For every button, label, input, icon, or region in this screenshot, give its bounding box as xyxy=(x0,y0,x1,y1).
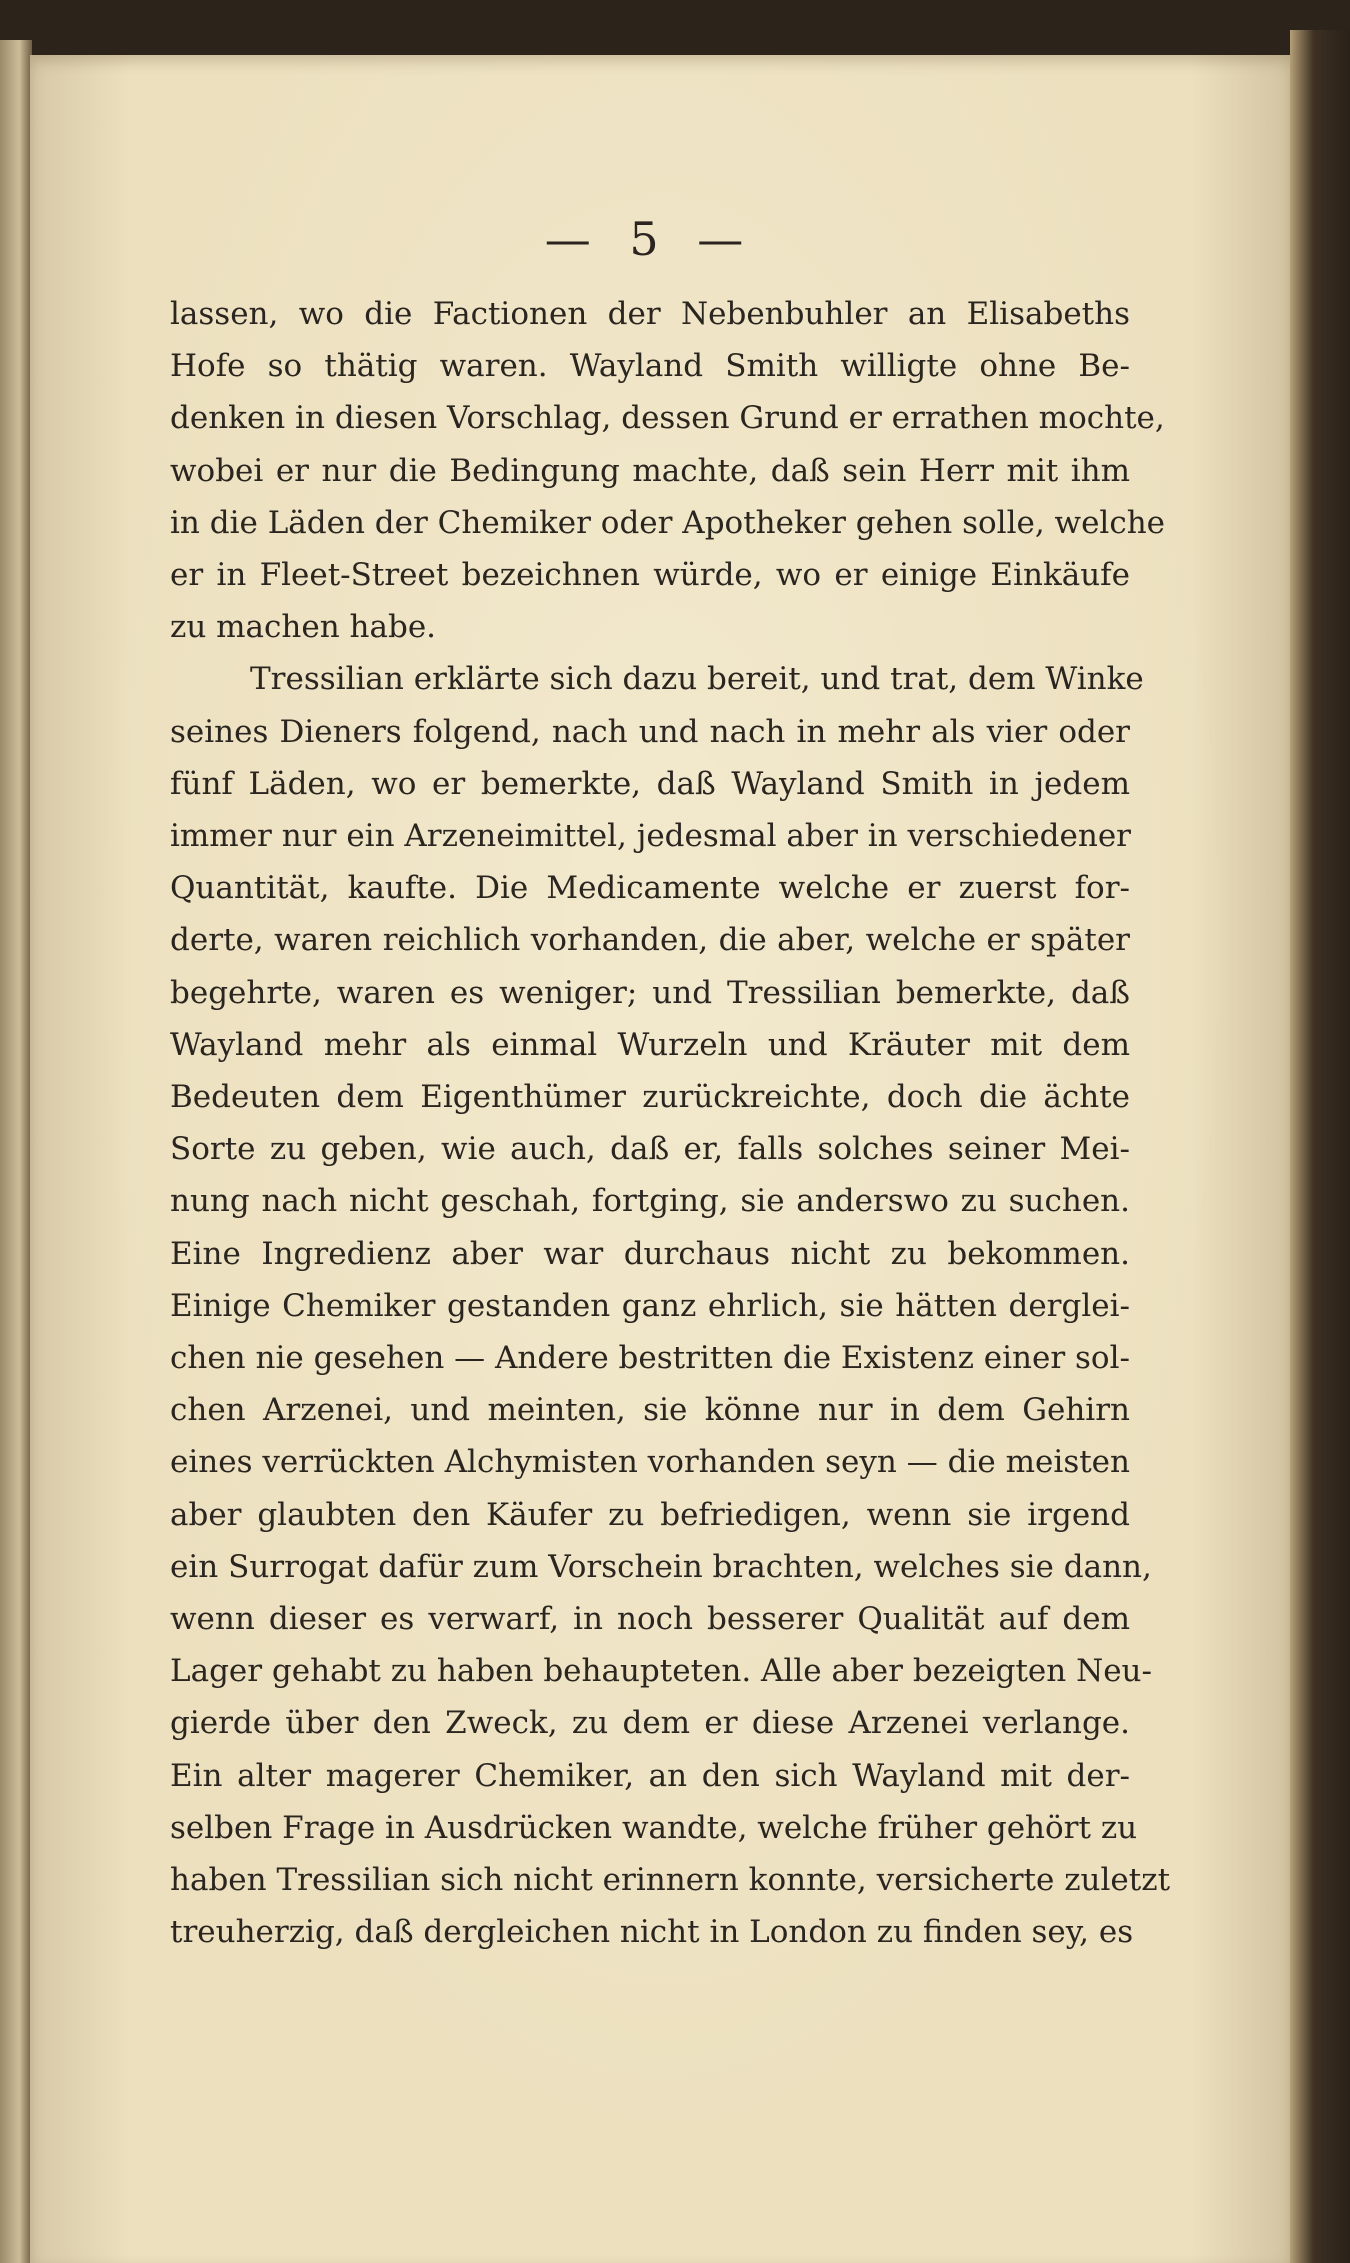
text-line: immer nur ein Arzeneimittel, jedesmal aber in verschiedener xyxy=(170,818,1131,855)
text-line: Bedeuten dem Eigenthümer zurückreichte, doch die ächte xyxy=(170,1079,1130,1116)
text-line: Hofe so thätig waren. Wayland Smith willigte ohne Be- xyxy=(170,348,1130,385)
text-line: fünf Läden, wo er bemerkte, daß Wayland Smith in jedem xyxy=(170,765,1130,802)
text-line: aber glaubten den Käufer zu befriedigen, wenn sie irgend xyxy=(170,1496,1130,1533)
text-line: er in Fleet-Street bezeichnen würde, wo er einige Einkäufe xyxy=(170,557,1130,594)
text-line: Lager gehabt zu haben behaupteten. Alle aber bezeigten Neu- xyxy=(170,1653,1152,1690)
text-line: in die Läden der Chemiker oder Apotheker gehen solle, welche xyxy=(170,504,1166,541)
text-line: wenn dieser es verwarf, in noch besserer Qualität auf dem xyxy=(170,1601,1130,1638)
text-line: Quantität, kaufte. Die Medicamente welche er zuerst for- xyxy=(170,870,1130,907)
text-line: wobei er nur die Bedingung machte, daß sein Herr mit ihm xyxy=(170,452,1130,489)
text-line: Ein alter magerer Chemiker, an den sich Wayland mit der- xyxy=(170,1757,1130,1794)
body-text xyxy=(170,288,1171,1959)
paragraph-start-line: Tressilian erklärte sich dazu bereit, und trat, dem Winke xyxy=(250,661,1144,698)
text-line: gierde über den Zweck, zu dem er diese Arzenei verlange. xyxy=(170,1705,1130,1742)
text-line: ein Surrogat dafür zum Vorschein brachten, welches sie dann, xyxy=(170,1548,1152,1585)
text-line: denken in diesen Vorschlag, dessen Grund er errathen mochte, xyxy=(170,400,1165,437)
text-line: lassen, wo die Factionen der Nebenbuhler an Elisabeths xyxy=(170,296,1130,332)
left-page-edge xyxy=(0,40,32,2263)
book-cover-edge xyxy=(1290,30,1350,2263)
text-line: Eine Ingredienz aber war durchaus nicht zu bekommen. xyxy=(170,1235,1130,1272)
text-line: derte, waren reichlich vorhanden, die aber, welche er später xyxy=(170,922,1130,959)
text-line: haben Tressilian sich nicht erinnern konnte, versicherte zuletzt xyxy=(170,1862,1171,1899)
text-line: begehrte, waren es weniger; und Tressilian bemerkte, daß xyxy=(170,974,1130,1011)
text-line: chen nie gesehen — Andere bestritten die Existenz einer sol- xyxy=(170,1340,1130,1377)
text-line: Sorte zu geben, wie auch, daß er, falls solches seiner Mei- xyxy=(170,1131,1130,1168)
text-line: nung nach nicht geschah, fortging, sie anderswo zu suchen. xyxy=(170,1183,1130,1220)
text-line: seines Dieners folgend, nach und nach in mehr als vier oder xyxy=(170,713,1130,750)
page-number-header: — 5 — xyxy=(544,212,756,266)
text-line: chen Arzenei, und meinten, sie könne nur in dem Gehirn xyxy=(170,1392,1130,1429)
text-line: Wayland mehr als einmal Wurzeln und Kräuter mit dem xyxy=(170,1026,1130,1063)
text-line: eines verrückten Alchymisten vorhanden seyn — die meisten xyxy=(170,1444,1130,1481)
text-line: treuherzig, daß dergleichen nicht in London zu finden sey, es xyxy=(170,1914,1134,1951)
text-line: selben Frage in Ausdrücken wandte, welche früher gehört zu xyxy=(170,1809,1138,1846)
text-line: Einige Chemiker gestanden ganz ehrlich, sie hätten derglei- xyxy=(170,1287,1130,1324)
text-line: zu machen habe. xyxy=(170,609,437,646)
